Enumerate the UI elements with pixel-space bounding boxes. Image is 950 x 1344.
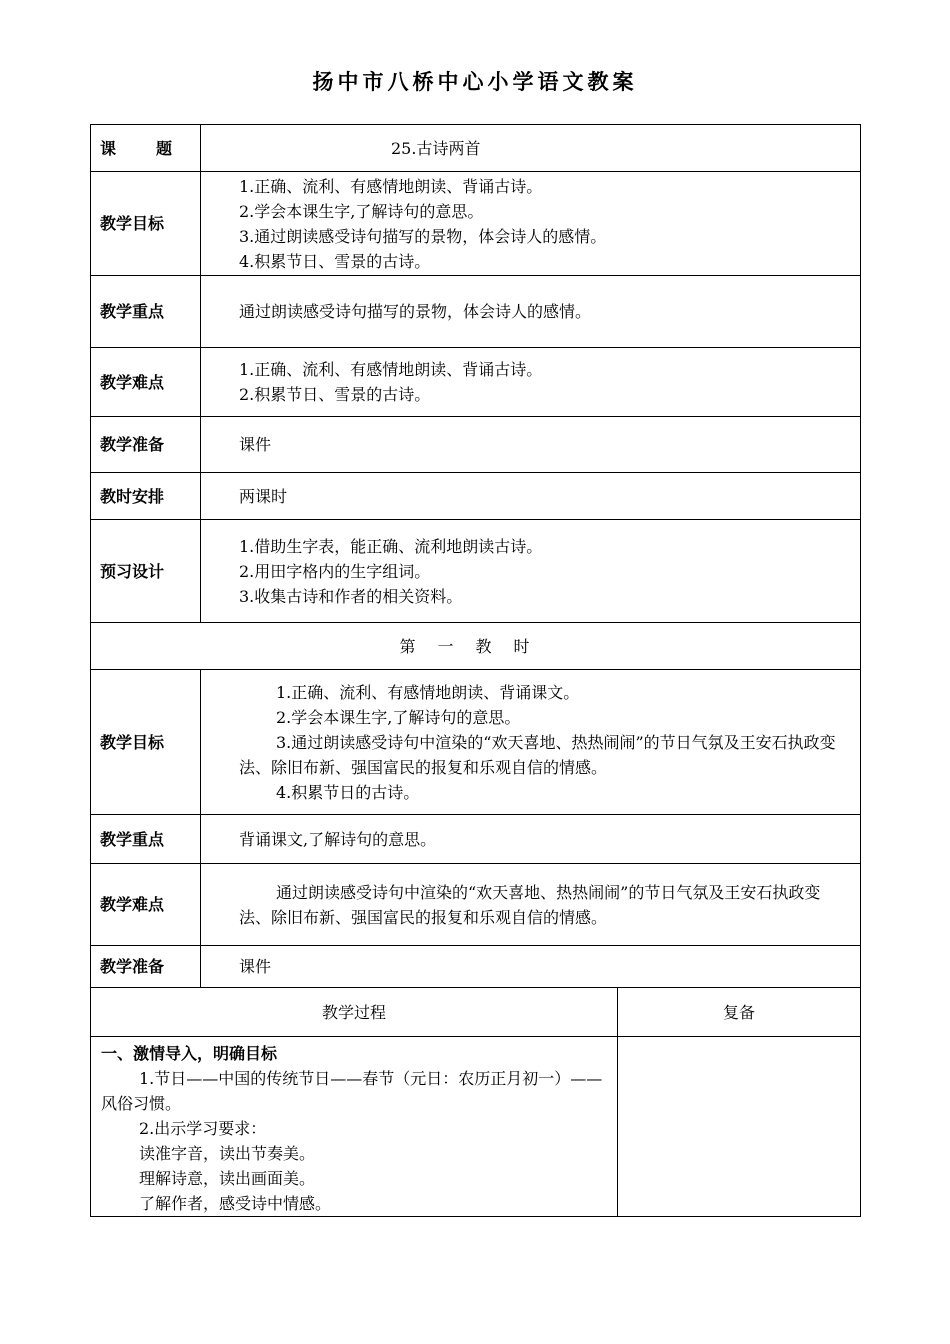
preview-value — [201, 520, 861, 623]
row-preview — [91, 520, 861, 623]
difficult-label: 教学难点 — [91, 348, 201, 417]
difficult-line: 2.积累节日、雪景的古诗。 — [239, 385, 431, 404]
row-topic — [91, 125, 861, 172]
row-key — [91, 276, 861, 348]
preview-line: 3.收集古诗和作者的相关资料。 — [239, 586, 463, 606]
lesson-goal-line: 3.通过朗读感受诗句中渲染的“欢天喜地、热热闹闹”的节日气氛及王安石执政变法、除旧布新、强国富民的报复和乐观自信的情感。 — [239, 732, 836, 777]
row-goals — [91, 172, 861, 276]
lesson-goal-line: 2.学会本课生字,了解诗句的意思。 — [276, 707, 521, 727]
time-value: 两课时 — [201, 473, 861, 520]
process-line: 读准字音，读出节奏美。 — [139, 1144, 316, 1163]
row-lesson-goals — [91, 670, 861, 815]
preview-line: 1.借助生字表，能正确、流利地朗读古诗。 — [239, 536, 543, 556]
time-label: 教时安排 — [91, 473, 201, 520]
goal-line: 3.通过朗读感受诗句描写的景物，体会诗人的感情。 — [239, 226, 607, 246]
process-line: 理解诗意，读出画面美。 — [139, 1169, 316, 1188]
row-process-body — [91, 1037, 861, 1217]
topic-value: 25.古诗两首 — [201, 125, 861, 172]
process-section-title: 一、激情导入，明确目标 — [101, 1044, 278, 1063]
prep-value: 课件 — [201, 417, 861, 473]
process-content — [91, 1037, 618, 1217]
process-line: 2.出示学习要求： — [139, 1119, 267, 1138]
row-prep — [91, 417, 861, 473]
difficult-value — [201, 348, 861, 417]
preview-line: 2.用田字格内的生字组词。 — [239, 561, 431, 581]
difficult-line: 1.正确、流利、有感情地朗读、背诵古诗。 — [239, 360, 543, 379]
lesson-heading-text: 第一教时 — [399, 636, 552, 656]
lesson-goals-label: 教学目标 — [91, 670, 201, 815]
prep-label: 教学准备 — [91, 417, 201, 473]
notes-column-header: 复备 — [618, 988, 861, 1037]
row-lesson-key — [91, 815, 861, 864]
goal-line: 1.正确、流利、有感情地朗读、背诵古诗。 — [239, 176, 543, 196]
lesson-plan-table — [90, 124, 861, 1217]
page-title: 扬中市八桥中心小学语文教案 — [312, 70, 638, 94]
lesson-prep-value: 课件 — [201, 946, 861, 988]
lesson-prep-label: 教学准备 — [91, 946, 201, 988]
process-line: 1.节日——中国的传统节日——春节（元日：农历正月初一）——风俗习惯。 — [101, 1069, 603, 1113]
lesson-goal-line: 1.正确、流利、有感情地朗读、背诵课文。 — [276, 682, 580, 702]
lesson-key-label: 教学重点 — [91, 815, 201, 864]
row-lesson-prep — [91, 946, 861, 988]
row-lesson-heading — [91, 623, 861, 670]
row-time — [91, 473, 861, 520]
key-value: 通过朗读感受诗句描写的景物，体会诗人的感情。 — [201, 276, 861, 348]
lesson-difficult-value: 通过朗读感受诗句中渲染的“欢天喜地、热热闹闹”的节日气氛及王安石执政变法、除旧布新、强国富民的报复和乐观自信的情感。 — [201, 864, 861, 946]
lesson-goal-line: 4.积累节日的古诗。 — [276, 782, 420, 802]
notes-content — [618, 1037, 861, 1217]
key-label: 教学重点 — [91, 276, 201, 348]
process-line: 了解作者，感受诗中情感。 — [139, 1194, 332, 1213]
lesson-heading — [91, 623, 861, 670]
topic-label: 课 题 — [91, 125, 201, 172]
preview-label: 预习设计 — [91, 520, 201, 623]
process-column-header: 教学过程 — [91, 988, 618, 1037]
goal-line: 4.积累节日、雪景的古诗。 — [239, 251, 431, 271]
lesson-difficult-label: 教学难点 — [91, 864, 201, 946]
goals-value — [201, 172, 861, 276]
row-process-header — [91, 988, 861, 1037]
row-difficult — [91, 348, 861, 417]
lesson-key-value: 背诵课文,了解诗句的意思。 — [201, 815, 861, 864]
lesson-goals-value — [201, 670, 861, 815]
goals-label: 教学目标 — [91, 172, 201, 276]
row-lesson-difficult — [91, 864, 861, 946]
goal-line: 2.学会本课生字,了解诗句的意思。 — [239, 201, 484, 221]
